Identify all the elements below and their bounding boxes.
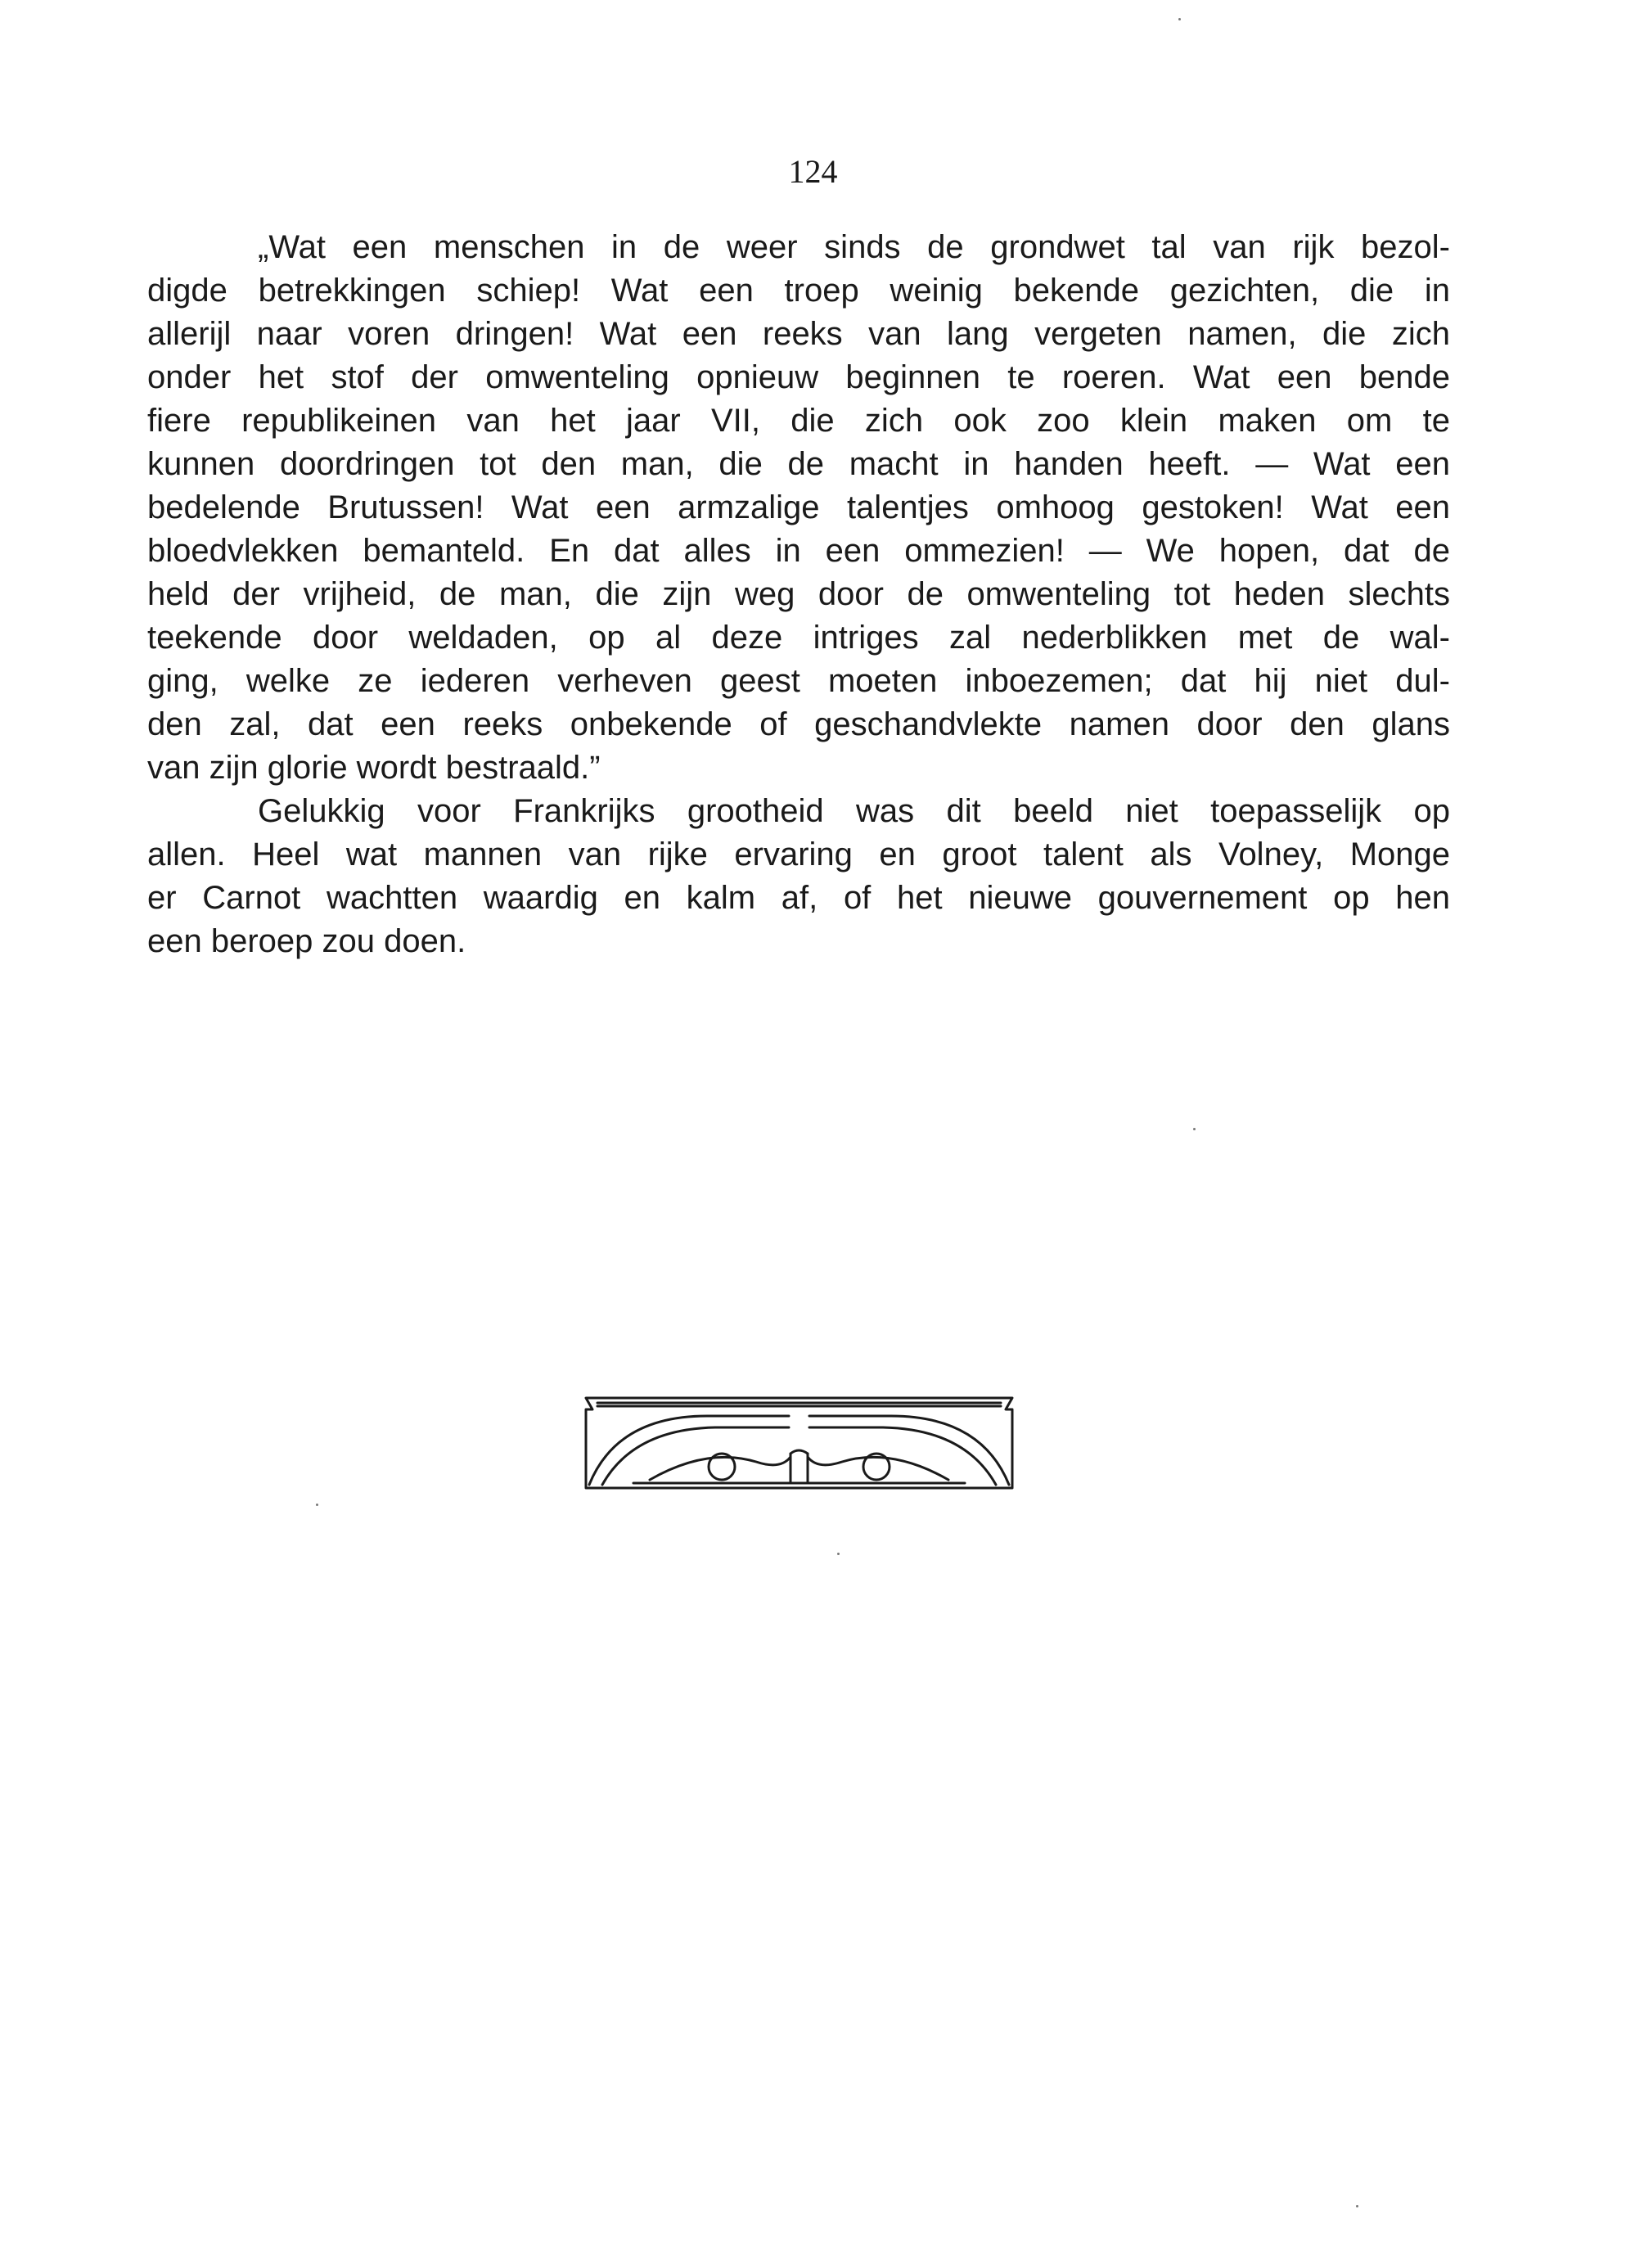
text-line: een beroep zou doen. <box>147 923 466 959</box>
body-text <box>147 226 1450 963</box>
scan-speck <box>1193 1128 1196 1130</box>
text-line: teekende door weldaden, op al deze intriges zal nederblikken met de wal- <box>147 620 1450 656</box>
decorative-tailpiece-icon <box>584 1391 1014 1490</box>
text-line: onder het stof der omwenteling opnieuw beginnen te roeren. Wat een bende <box>147 359 1450 395</box>
text-line: allen. Heel wat mannen van rijke ervaring en groot talent als Volney, Monge <box>147 836 1450 872</box>
text-line: digde betrekkingen schiep! Wat een troep weinig bekende gezichten, die in <box>147 273 1450 309</box>
scan-speck <box>837 1553 840 1555</box>
text-line: fiere republikeinen van het jaar VII, die zich ook zoo klein maken om te <box>147 403 1450 439</box>
text-line: „Wat een menschen in de weer sinds de grondwet tal van rijk bezol- <box>258 229 1450 265</box>
text-line: Gelukkig voor Frankrijks grootheid was dit beeld niet toepasselijk op <box>258 793 1450 829</box>
text-line: allerijl naar voren dringen! Wat een reeks van lang vergeten namen, die zich <box>147 316 1450 352</box>
paragraph-2 <box>147 790 1450 963</box>
scan-speck <box>1356 2205 1358 2207</box>
text-line: van zijn glorie wordt bestraald.” <box>147 750 601 786</box>
text-line: ging, welke ze iederen verheven geest moeten inboezemen; dat hij niet dul- <box>147 663 1450 699</box>
text-line: den zal, dat een reeks onbekende of geschandvlekte namen door den glans <box>147 706 1450 742</box>
text-line: bloedvlekken bemanteld. En dat alles in een ommezien! — We hopen, dat de <box>147 533 1450 569</box>
scan-speck <box>1178 18 1181 20</box>
text-line: bedelende Brutussen! Wat een armzalige talentjes omhoog gestoken! Wat een <box>147 489 1450 525</box>
scan-speck <box>316 1504 318 1506</box>
text-line: kunnen doordringen tot den man, die de macht in handen heeft. — Wat een <box>147 446 1450 482</box>
paragraph-1 <box>147 226 1450 790</box>
page-number: 124 <box>788 153 838 190</box>
text-line: er Carnot wachtten waardig en kalm af, of het nieuwe gouvernement op hen <box>147 880 1450 916</box>
text-line: held der vrijheid, de man, die zijn weg door de omwenteling tot heden slechts <box>147 576 1450 612</box>
